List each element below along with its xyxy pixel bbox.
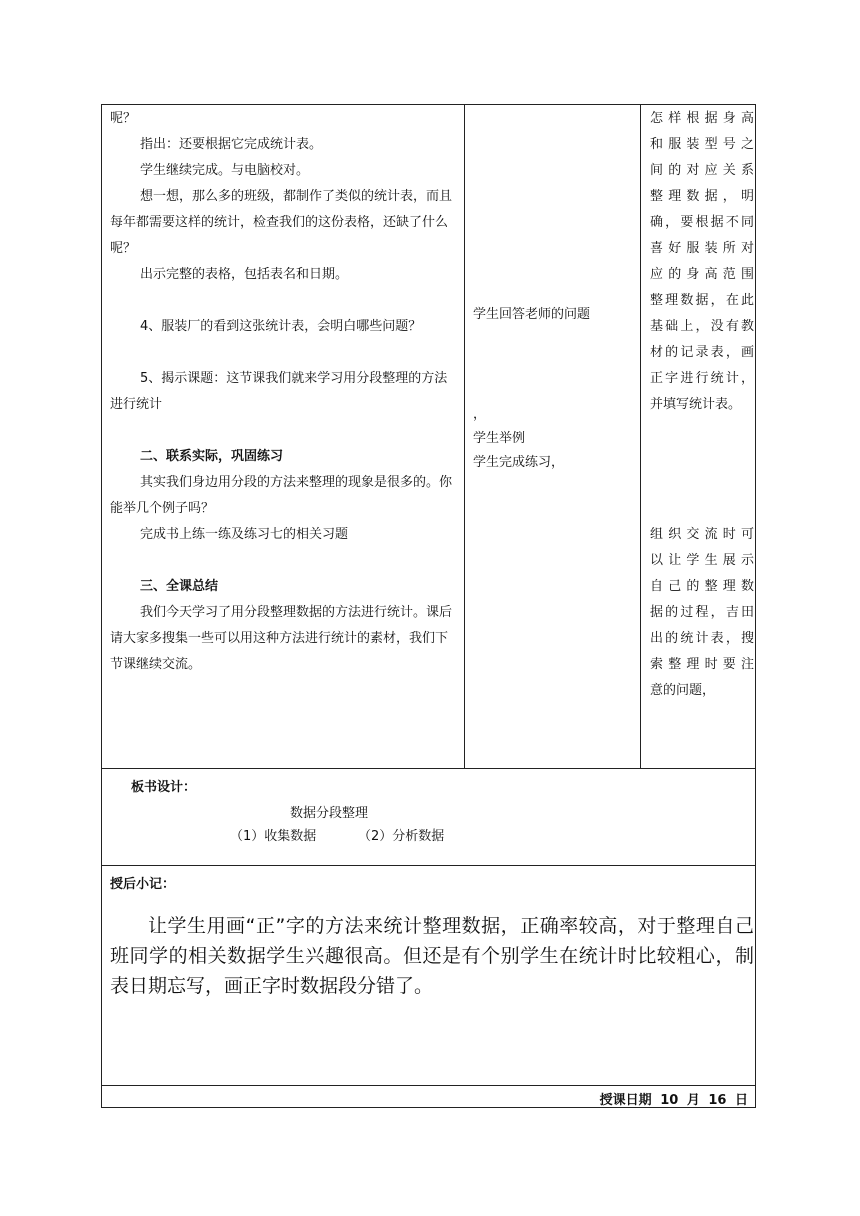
design-intent-line: 自己的整理数 [650,579,754,594]
process-paragraph: 想一想，那么多的班级，都制作了类似的统计表，而且每年都需要这样的统计，检查我们的这份表格，还缺了什么呢？ [110,189,453,256]
board-design-sub-2: （2）分析数据 [358,829,445,844]
process-paragraph: 我们今天学习了用分段整理数据的方法进行统计。课后请大家多搜集一些可以用这种方法进行统计的素材，我们下节课继续交流。 [110,605,453,672]
board-design-main: 数据分段整理 [290,806,369,821]
lesson-date [600,1089,748,1108]
process-paragraph: 指出：还要根据它完成统计表。 [140,137,323,152]
process-paragraph: 完成书上练一练及练习七的相关习题 [140,527,349,542]
process-paragraph: 出示完整的表格，包括表名和日期。 [140,267,349,282]
process-paragraph: 其实我们身边用分段的方法来整理的现象是很多的。你能举几个例子吗？ [110,475,453,516]
design-intent-line: 基础上，没有教 [650,319,754,334]
table-border-left [101,104,102,1108]
design-intent-line: 应的身高范围 [650,267,754,282]
design-intent-block-1 [650,106,754,418]
date-month: 10 [660,1093,679,1108]
row-divider-date [101,1085,756,1086]
process-paragraph: 呢？ [110,111,137,126]
design-intent-line: 整理数据，在此 [650,293,754,308]
table-border-top [101,104,756,105]
date-day-unit: 日 [734,1093,748,1108]
section-heading: 三、全课总结 [140,579,219,594]
design-intent-line: 并填写统计表。 [650,397,742,412]
section-heading: 二、联系实际，巩固练习 [140,449,284,464]
design-intent-line: 正字进行统计， [650,371,754,386]
student-comma-text: ， [473,407,487,422]
design-intent-line: 确，要根据不同 [650,215,754,230]
date-month-unit: 月 [686,1093,700,1108]
column-divider-1 [464,104,465,768]
post-lesson-notes-body [110,911,754,1001]
paragraph-gap [110,418,458,444]
teaching-process-column [110,106,458,678]
design-intent-block-2 [650,522,754,704]
process-paragraph: 学生继续完成。与电脑校对。 [140,163,310,178]
date-label: 授课日期 [599,1093,652,1108]
paragraph-gap [110,340,458,366]
board-design-sub-1: （1）收集数据 [230,829,317,844]
design-intent-line: 怎样根据身高 [650,111,754,126]
table-border-right [755,104,756,1108]
paragraph-gap [110,548,458,574]
column-divider-2 [640,104,641,768]
design-intent-line: 整理数据，明 [650,189,754,204]
row-divider-board [101,768,756,769]
design-intent-line: 意的问题， [650,683,716,698]
design-intent-line: 间的对应关系 [650,163,754,178]
student-answer-text: 学生回答老师的问题 [473,307,591,322]
design-intent-line: 索整理时要注 [650,657,754,672]
student-example-text: 学生举例 [473,431,526,446]
paragraph-gap [110,288,458,314]
design-intent-line: 据的过程，吉田 [650,605,754,620]
student-practice-text: 学生完成练习， [473,455,565,470]
design-intent-line: 和服装型号之 [650,137,754,152]
board-design-title: 板书设计： [131,780,197,795]
design-intent-line: 材的记录表，画 [650,345,754,360]
design-intent-line: 以让学生展示 [650,553,754,568]
date-day: 16 [708,1093,727,1108]
design-intent-line: 组织交流时可 [650,527,754,542]
process-paragraph: 4、服装厂的看到这张统计表，会明白哪些问题？ [140,319,422,334]
process-paragraph: 5、揭示课题：这节课我们就来学习用分段整理的方法进行统计 [110,371,448,412]
row-divider-notes [101,865,756,866]
design-intent-line: 喜好服装所对 [650,241,754,256]
design-intent-line: 出的统计表，搜 [650,631,754,646]
post-lesson-notes-title: 授后小记： [110,877,176,892]
post-lesson-notes-text: 让学生用画“正”字的方法来统计整理数据，正确率较高，对于整理自己班同学的相关数据学生兴趣很高。但还是有个别学生在统计时比较粗心，制表日期忘写，画正字时数据段分错了。 [110,915,754,997]
